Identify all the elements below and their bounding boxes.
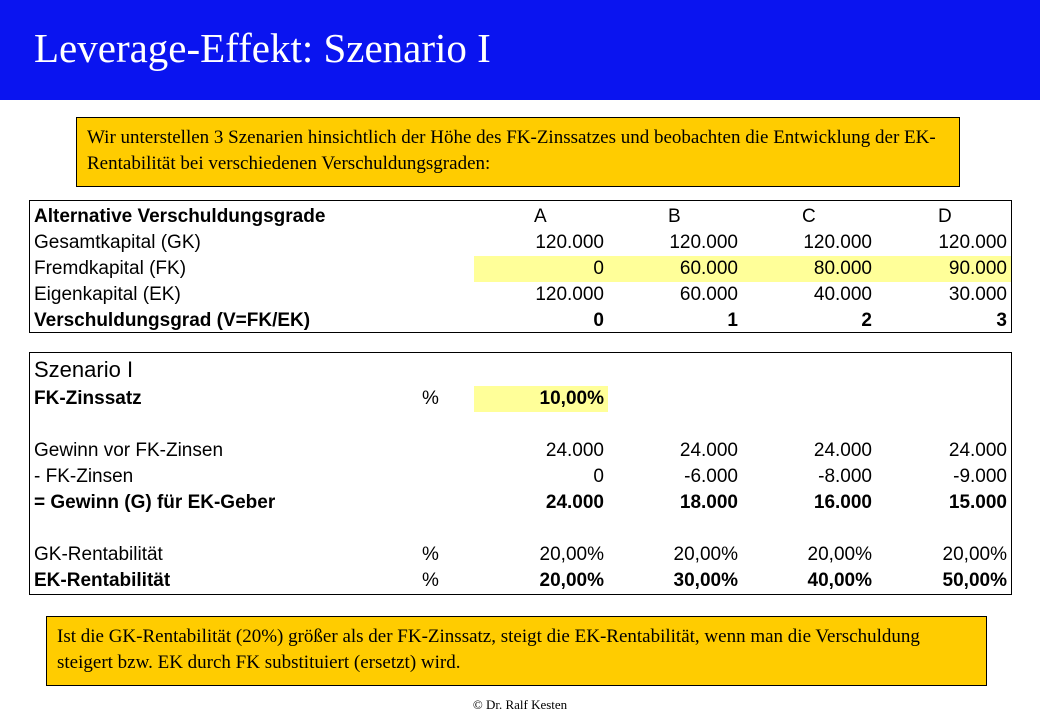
table-row-profit-before: [30, 438, 1011, 464]
col-a-header: A: [534, 206, 547, 227]
table-row-rate: [30, 386, 1011, 412]
table-row-gk-rent: [30, 542, 1011, 568]
unit-cell: %: [422, 570, 439, 591]
value-cell-highlighted: 60.000: [608, 256, 742, 282]
unit-cell: %: [422, 388, 439, 409]
value-cell: 18.000: [679, 492, 738, 513]
header-label: Alternative Verschuldungsgrade: [34, 206, 326, 227]
value-cell: 20,00%: [942, 544, 1007, 565]
unit-cell: %: [422, 544, 439, 565]
table-row-profit: [30, 490, 1011, 516]
value-cell: 20,00%: [673, 544, 738, 565]
scenario-table: [29, 352, 1012, 595]
value-cell: 30.000: [948, 284, 1007, 305]
row-label: - FK-Zinsen: [34, 466, 134, 487]
value-cell: 24.000: [813, 440, 872, 461]
value-cell-highlighted: 0: [474, 256, 608, 282]
value-cell: 60.000: [679, 284, 738, 305]
intro-note: Wir unterstellen 3 Szenarien hinsichtlich der Höhe des FK-Zinssatzes und beobachten die Entwicklung der EK-Rentabilität bei verschiedenen Verschuldungsgraden:: [76, 117, 960, 187]
row-label: Fremdkapital (FK): [34, 258, 187, 279]
slide-title: Leverage-Effekt: Szenario I: [34, 25, 491, 71]
value-cell: 40,00%: [807, 570, 872, 591]
value-cell: 30,00%: [673, 570, 738, 591]
value-cell: 40.000: [813, 284, 872, 305]
col-c-header: C: [802, 206, 816, 227]
value-cell: -8.000: [818, 466, 872, 487]
title-banner: [0, 0, 1040, 100]
table-row-verschuldungsgrad: [30, 308, 1011, 334]
row-label: Verschuldungsgrad (V=FK/EK): [34, 310, 311, 331]
value-cell: 24.000: [545, 440, 604, 461]
value-cell: 20,00%: [807, 544, 872, 565]
table-row-ek-rent: [30, 568, 1011, 594]
value-cell: 120.000: [535, 284, 604, 305]
value-cell: 24.000: [948, 440, 1007, 461]
table-row-interest: [30, 464, 1011, 490]
value-cell: -6.000: [684, 466, 738, 487]
value-cell: 0: [593, 466, 604, 487]
conclusion-note: Ist die GK-Rentabilität (20%) größer als der FK-Zinssatz, steigt die EK-Rentabilität, wenn man die Verschuldung steigert bzw. EK durch FK substituiert (ersetzt) wird.: [46, 616, 987, 686]
value-cell: 16.000: [813, 492, 872, 513]
col-d-header: D: [938, 206, 952, 227]
row-label: = Gewinn (G) für EK-Geber: [34, 492, 276, 513]
value-cell: 3: [996, 310, 1007, 331]
value-cell-highlighted: 90.000: [876, 256, 1011, 282]
row-label: Gesamtkapital (GK): [34, 232, 201, 253]
value-cell: 15.000: [948, 492, 1007, 513]
value-cell: 50,00%: [942, 570, 1007, 591]
table-row-fk: [30, 256, 1011, 282]
value-cell: 24.000: [679, 440, 738, 461]
footer-copyright: © Dr. Ralf Kesten: [472, 697, 568, 712]
value-cell: 120.000: [803, 232, 872, 253]
scenario-title: Szenario I: [34, 357, 134, 382]
row-label: Eigenkapital (EK): [34, 284, 181, 305]
value-cell: 120.000: [669, 232, 738, 253]
table-row-ek: [30, 282, 1011, 308]
rate-input-cell: 10,00%: [474, 386, 608, 412]
value-cell: 20,00%: [539, 544, 604, 565]
value-cell: 24.000: [545, 492, 604, 513]
table-row-gk: [30, 230, 1011, 256]
value-cell: -9.000: [953, 466, 1007, 487]
table-header-row: [30, 204, 1011, 230]
row-label: GK-Rentabilität: [34, 544, 163, 565]
value-cell: 1: [727, 310, 738, 331]
value-cell-highlighted: 80.000: [742, 256, 876, 282]
row-label: FK-Zinssatz: [34, 388, 142, 409]
row-label: Gewinn vor FK-Zinsen: [34, 440, 224, 461]
value-cell: 20,00%: [539, 570, 604, 591]
value-cell: 120.000: [535, 232, 604, 253]
scenario-title-row: [30, 357, 1011, 383]
col-b-header: B: [668, 206, 681, 227]
value-cell: 120.000: [938, 232, 1007, 253]
value-cell: 2: [861, 310, 872, 331]
value-cell: 0: [593, 310, 604, 331]
leverage-table: [29, 200, 1012, 333]
row-label: EK-Rentabilität: [34, 570, 171, 591]
